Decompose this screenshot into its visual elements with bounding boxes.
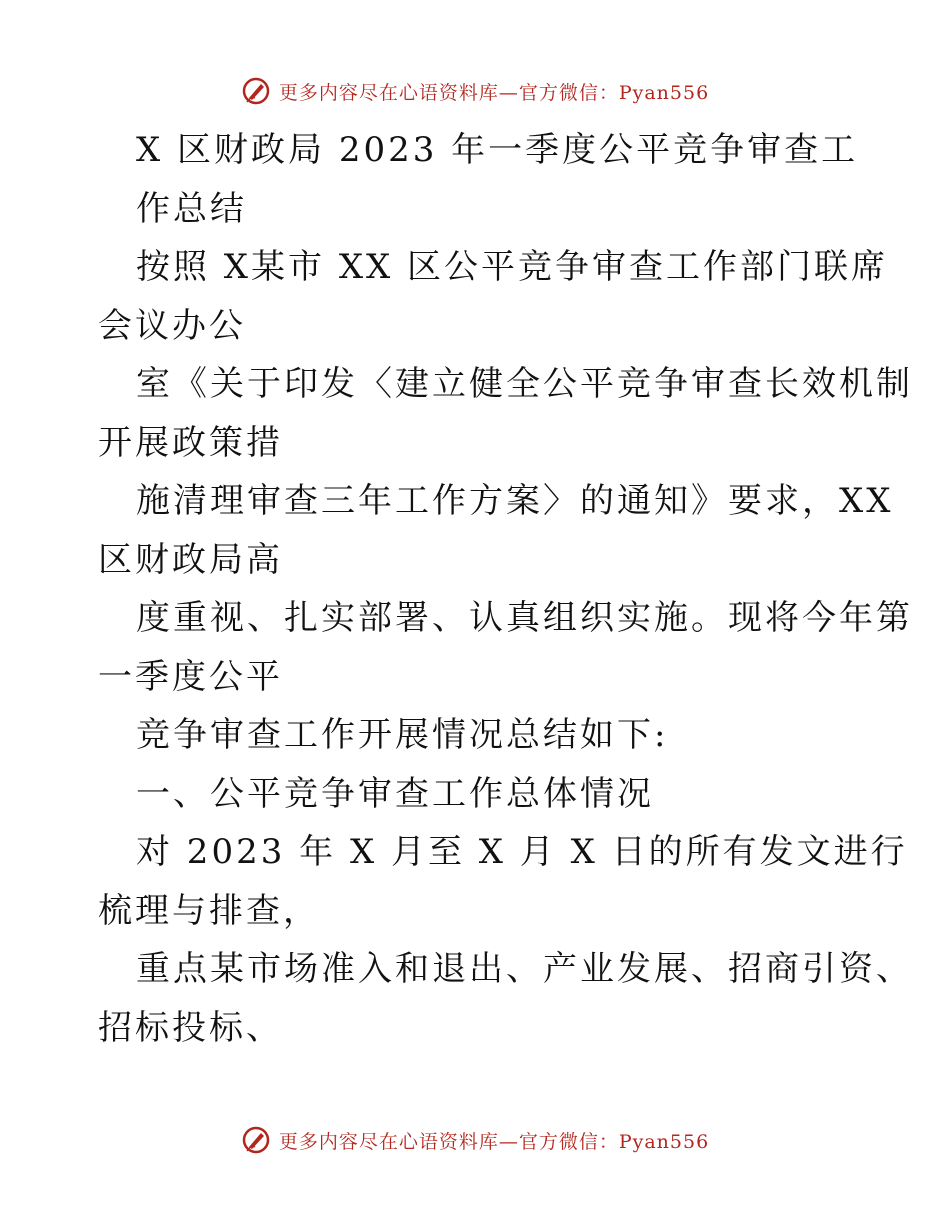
text-line: 施清理审查三年工作方案〉的通知》要求，XX <box>136 481 894 521</box>
text-line: 招标投标、 <box>98 1007 283 1048</box>
quill-pen-logo-icon <box>241 1125 271 1155</box>
text-line: 开展政策措 <box>98 422 283 463</box>
text-line: 作总结 <box>136 188 247 229</box>
header-watermark-banner <box>0 71 950 111</box>
text-line: X 区财政局 2023 年一季度公平竞争审查工 <box>136 130 859 170</box>
quill-pen-logo-icon <box>241 76 271 106</box>
text-line: 重点某市场准入和退出、产业发展、招商引资、 <box>136 949 913 989</box>
text-line: 区财政局高 <box>98 539 283 580</box>
watermark-text: 更多内容尽在心语资料库—官方微信：Pyan556 <box>278 81 710 104</box>
footer-watermark-banner <box>0 1120 950 1160</box>
watermark-text: 更多内容尽在心语资料库—官方微信：Pyan556 <box>278 1130 710 1153</box>
text-line: 按照 X某市 XX 区公平竞争审查工作部门联席 <box>136 247 889 287</box>
text-line: 竞争审查工作开展情况总结如下: <box>136 715 669 755</box>
text-line: 会议办公 <box>98 305 246 346</box>
text-line: 室《关于印发〈建立健全公平竞争审查长效机制 <box>136 364 913 404</box>
text-line: 梳理与排查， <box>98 890 320 931</box>
document-body <box>98 121 913 1057</box>
text-line: 一季度公平 <box>98 656 283 697</box>
text-line: 对 2023 年 X 月至 X 月 X 日的所有发文进行 <box>136 832 908 872</box>
text-line: 度重视、扎实部署、认真组织实施。现将今年第 <box>136 598 913 638</box>
text-line: 一、公平竞争审查工作总体情况 <box>136 773 654 814</box>
